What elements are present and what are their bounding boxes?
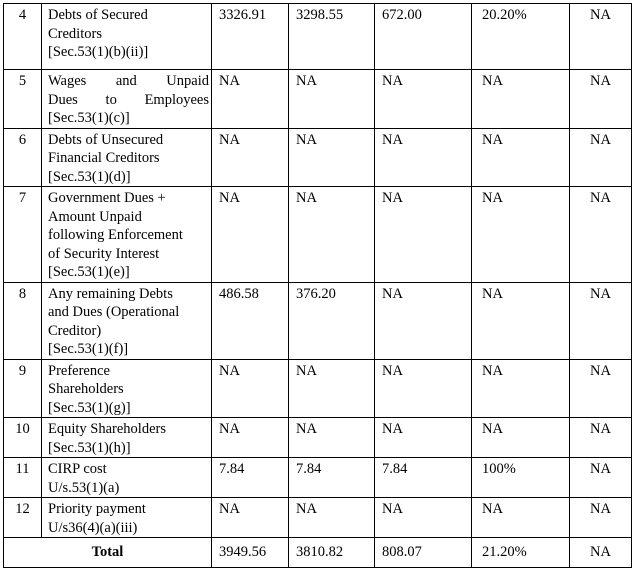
remarks-cell: NA (570, 128, 632, 187)
amount-provided-cell: NA (375, 70, 472, 129)
description-line: Equity Shareholders (48, 421, 166, 437)
percentage-cell: NA (472, 70, 570, 129)
table-row (4, 359, 632, 418)
description-line: following Enforcement (48, 227, 183, 243)
amount-cell: NA (289, 70, 375, 129)
percentage-cell: 20.20% (472, 4, 570, 70)
amount-cell: NA (289, 128, 375, 187)
amount-cell: 7.84 (289, 458, 375, 498)
description-line: and Dues (Operational (48, 304, 180, 320)
description-line: [Sec.53(1)(d)] (48, 168, 131, 185)
total-amount-cell: 3810.82 (289, 538, 375, 568)
total-row (4, 538, 632, 568)
description-cell (42, 187, 212, 283)
description-line: [Sec.53(1)(c)] (48, 110, 130, 126)
description-line: Preference (48, 362, 110, 379)
description-cell (42, 418, 212, 458)
description-line: Creditor) (48, 322, 102, 339)
amount-cell: 376.20 (289, 282, 375, 359)
serial-number-cell: 9 (4, 359, 42, 418)
description-line: Amount Unpaid (48, 208, 142, 225)
remarks-cell: NA (570, 4, 632, 70)
claim-admitted-cell: 486.58 (212, 282, 289, 359)
description-line: Government Dues + (48, 190, 166, 206)
table-row (4, 282, 632, 359)
amount-provided-cell: NA (375, 128, 472, 187)
description-line: Financial Creditors (48, 150, 160, 166)
description-line: Dues to Employees (48, 91, 209, 108)
remarks-cell: NA (570, 70, 632, 129)
claim-admitted-cell: NA (212, 418, 289, 458)
description-cell (42, 4, 212, 70)
percentage-cell: NA (472, 128, 570, 187)
table-row (4, 498, 632, 538)
table-row (4, 418, 632, 458)
description-line: Priority payment (48, 501, 146, 517)
claim-admitted-cell: 7.84 (212, 458, 289, 498)
remarks-cell: NA (570, 498, 632, 538)
description-cell (42, 282, 212, 359)
description-line: [Sec.53(1)(e)] (48, 264, 130, 280)
serial-number-cell: 10 (4, 418, 42, 458)
description-cell (42, 458, 212, 498)
table-row (4, 4, 632, 70)
remarks-cell: NA (570, 282, 632, 359)
description-line: U/s.53(1)(a) (48, 479, 120, 496)
percentage-cell: NA (472, 187, 570, 283)
table-row (4, 128, 632, 187)
serial-number-cell: 8 (4, 282, 42, 359)
description-line: [Sec.53(1)(f)] (48, 341, 129, 357)
description-line: of Security Interest (48, 245, 160, 262)
description-line: CIRP cost (48, 461, 107, 477)
percentage-cell: NA (472, 418, 570, 458)
table-row (4, 70, 632, 129)
amount-provided-cell: 7.84 (375, 458, 472, 498)
remarks-cell: NA (570, 187, 632, 283)
remarks-cell: NA (570, 458, 632, 498)
serial-number-cell: 6 (4, 128, 42, 187)
serial-number-cell: 11 (4, 458, 42, 498)
total-label: Total (4, 538, 212, 568)
total-claim-admitted-cell: 3949.56 (212, 538, 289, 568)
percentage-cell: 100% (472, 458, 570, 498)
total-percentage-cell: 21.20% (472, 538, 570, 568)
description-line: Shareholders (48, 381, 124, 397)
percentage-cell: NA (472, 282, 570, 359)
amount-provided-cell: NA (375, 418, 472, 458)
remarks-cell: NA (570, 418, 632, 458)
description-cell (42, 498, 212, 538)
amount-provided-cell: NA (375, 282, 472, 359)
amount-cell: NA (289, 418, 375, 458)
description-line: Debts of Unsecured (48, 131, 164, 148)
percentage-cell: NA (472, 498, 570, 538)
amount-provided-cell: NA (375, 359, 472, 418)
description-cell (42, 70, 212, 129)
description-line: Creditors (48, 25, 102, 42)
table-row (4, 187, 632, 283)
percentage-cell: NA (472, 359, 570, 418)
serial-number-cell: 4 (4, 4, 42, 70)
description-line: [Sec.53(1)(h)] (48, 439, 131, 456)
total-remarks-cell: NA (570, 538, 632, 568)
table-body (4, 4, 632, 568)
serial-number-cell: 12 (4, 498, 42, 538)
remarks-cell: NA (570, 359, 632, 418)
amount-cell: NA (289, 187, 375, 283)
total-amount-provided-cell: 808.07 (375, 538, 472, 568)
serial-number-cell: 7 (4, 187, 42, 283)
amount-cell: NA (289, 359, 375, 418)
claims-distribution-table (3, 3, 632, 568)
claim-admitted-cell: NA (212, 128, 289, 187)
claim-admitted-cell: 3326.91 (212, 4, 289, 70)
claim-admitted-cell: NA (212, 359, 289, 418)
amount-provided-cell: NA (375, 498, 472, 538)
amount-provided-cell: NA (375, 187, 472, 283)
amount-cell: 3298.55 (289, 4, 375, 70)
claim-admitted-cell: NA (212, 498, 289, 538)
description-line: [Sec.53(1)(g)] (48, 399, 131, 416)
amount-cell: NA (289, 498, 375, 538)
claim-admitted-cell: NA (212, 70, 289, 129)
description-line: Wages and Unpaid (48, 73, 209, 89)
description-line: Any remaining Debts (48, 285, 173, 302)
description-line: [Sec.53(1)(b)(ii)] (48, 44, 149, 60)
table-row (4, 458, 632, 498)
description-cell (42, 128, 212, 187)
claim-admitted-cell: NA (212, 187, 289, 283)
amount-provided-cell: 672.00 (375, 4, 472, 70)
description-line: U/s36(4)(a)(iii) (48, 519, 138, 536)
description-cell (42, 359, 212, 418)
description-line: Debts of Secured (48, 7, 148, 23)
serial-number-cell: 5 (4, 70, 42, 129)
